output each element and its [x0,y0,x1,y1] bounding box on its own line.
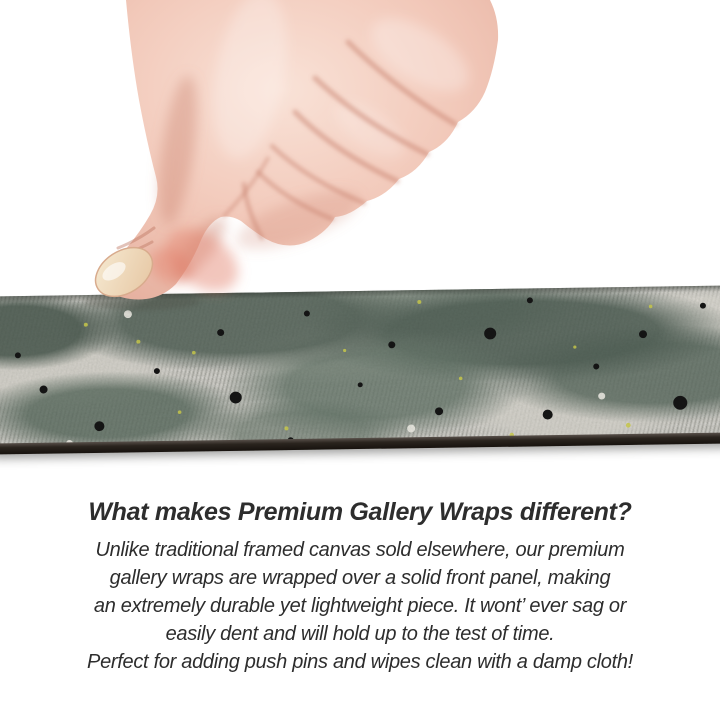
body-line-5: Perfect for adding push pins and wipes clean with a damp cloth! [87,651,633,673]
body-line-4: easily dent and will hold up to the test of time. [165,623,555,645]
body-line-3: an extremely durable yet lightweight piece. It wont’ ever sag or [93,595,627,617]
page-title: What makes Premium Gallery Wraps different? [88,498,632,526]
hand-thumb-press-photo [0,0,720,320]
description-text [0,497,720,676]
body-line-2: gallery wraps are wrapped over a solid front panel, making [109,567,611,589]
body-line-1: Unlike traditional framed canvas sold elsewhere, our premium [95,539,625,561]
